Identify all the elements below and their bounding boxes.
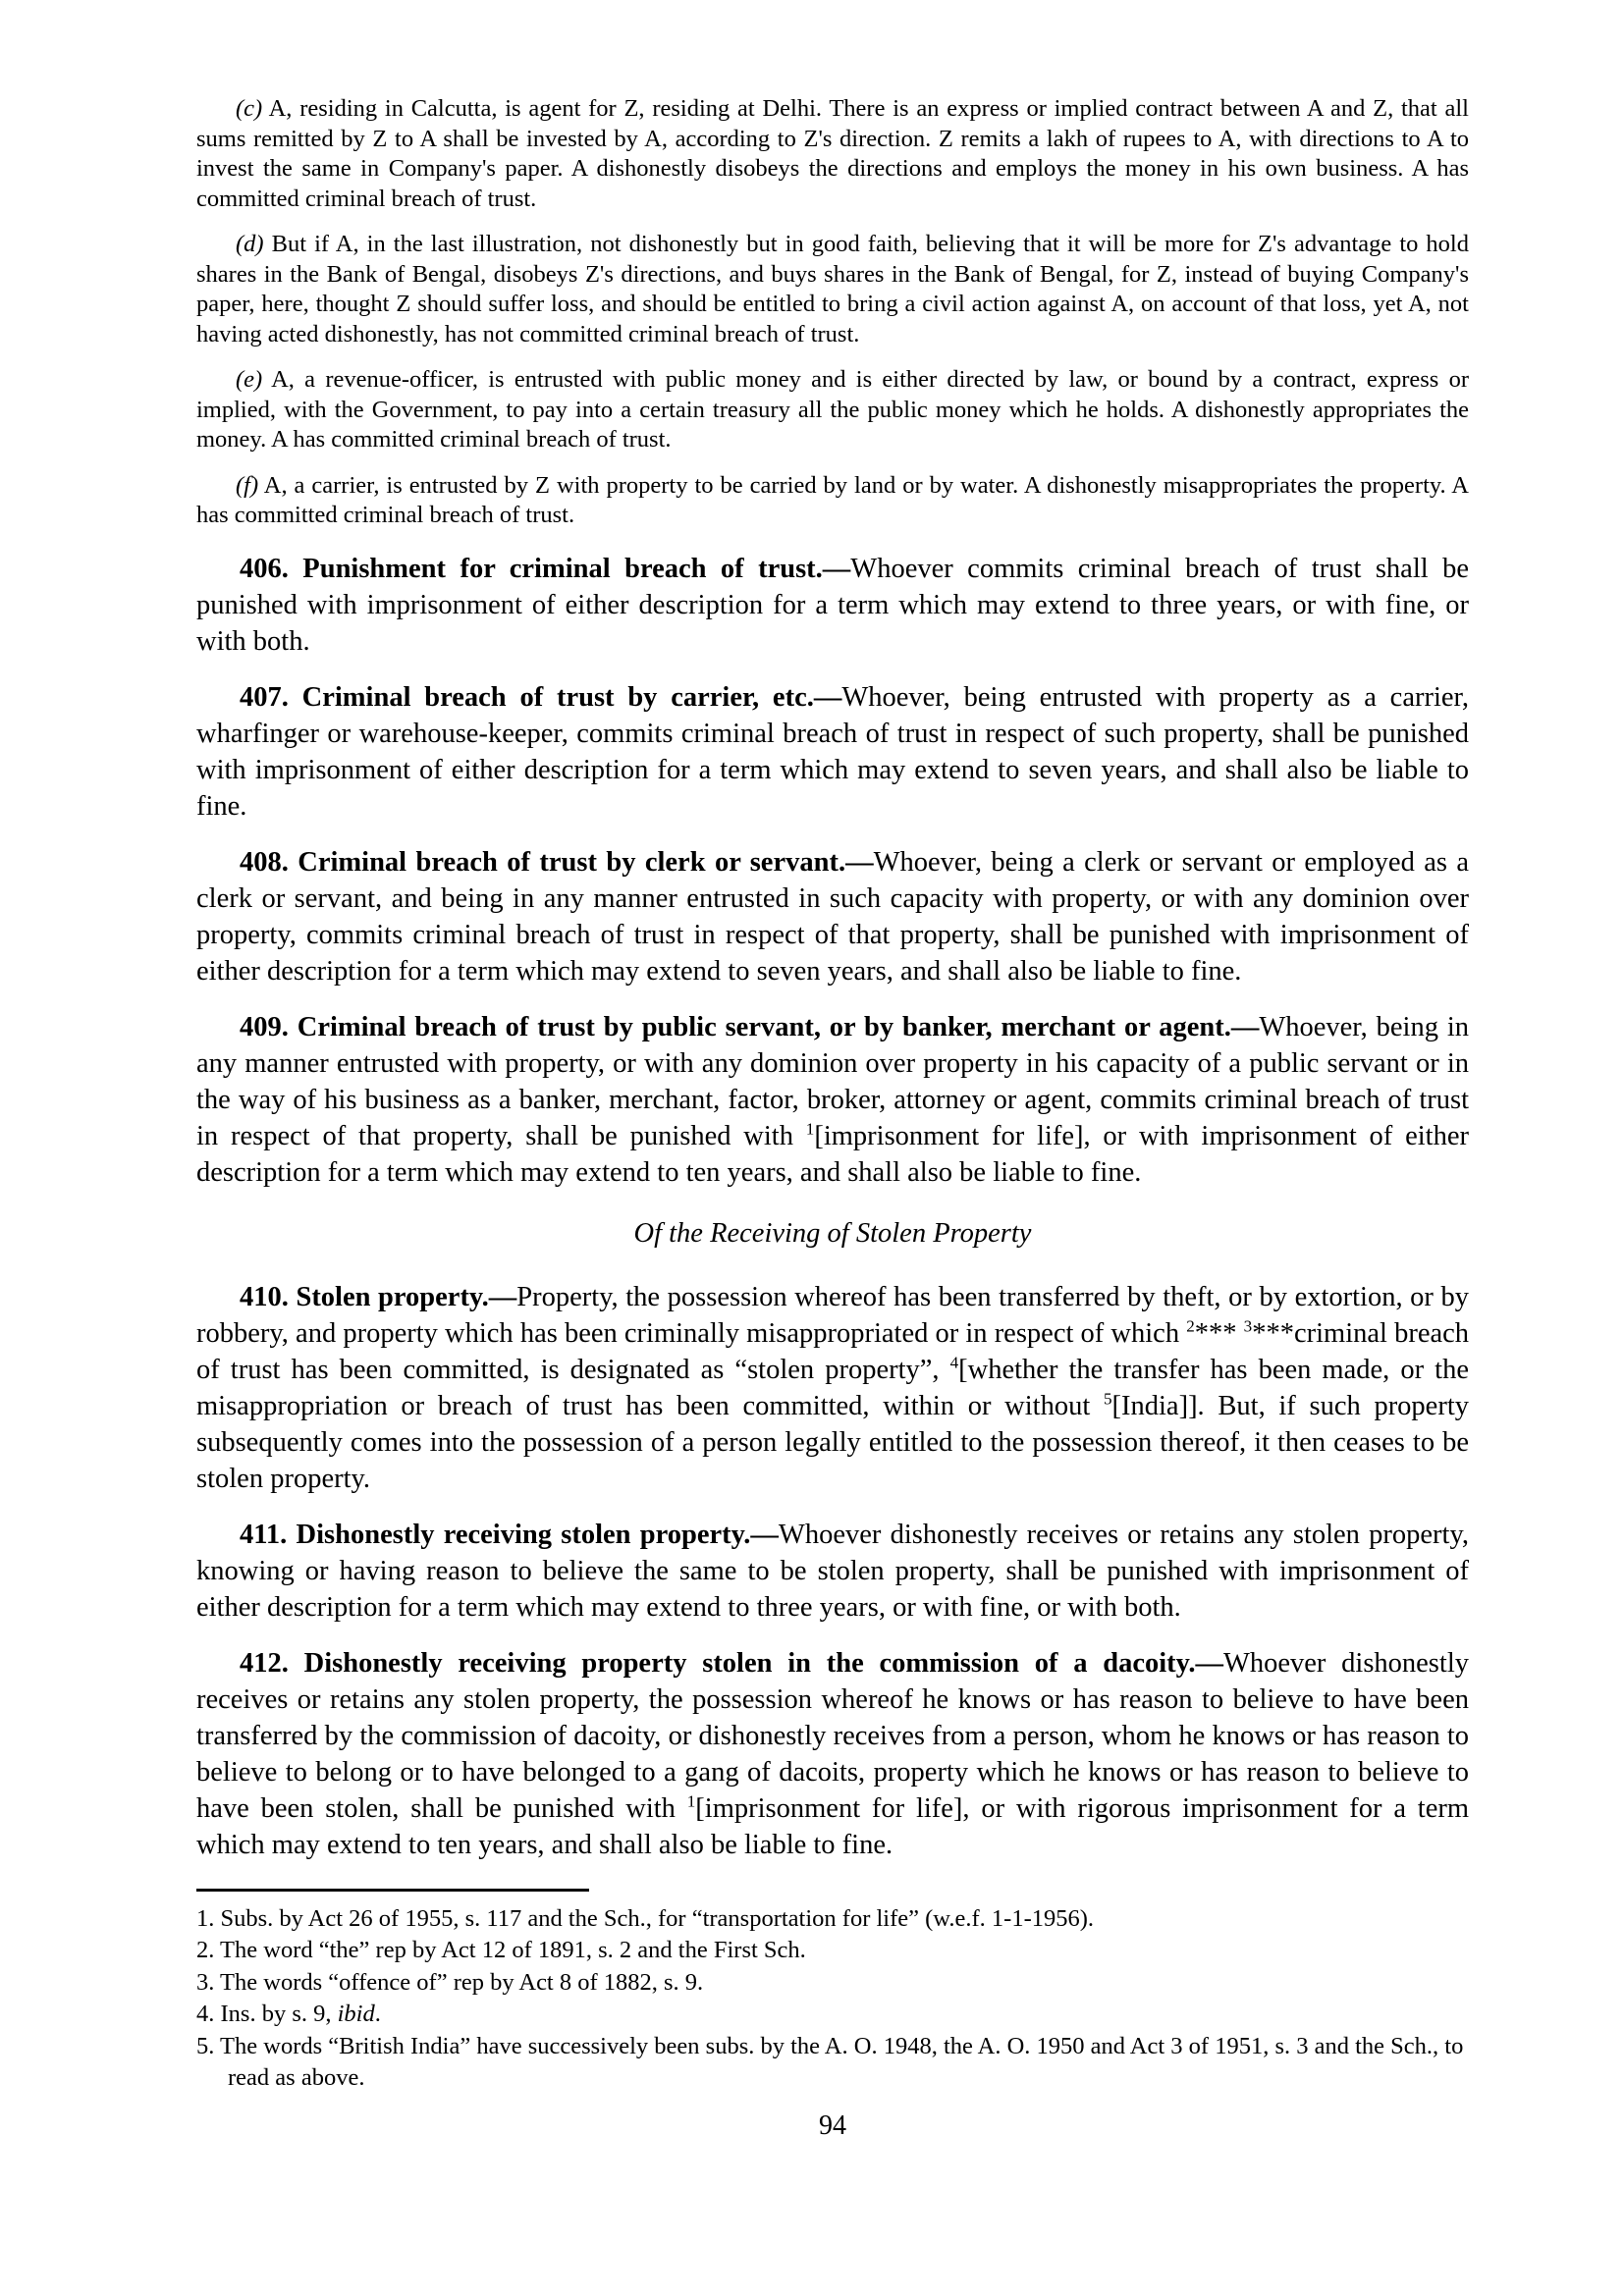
section-412: 412. Dishonestly receiving property stolen in the commission of a dacoity.—Whoever dishonestly receives or retains any stolen property, the possession whereof he knows or has reason to believe to have been transferred by the commission of dacoity, or dishonestly receives from a person, whom he knows or has reason to believe to belong or to have belonged to a gang of dacoits, property which he knows or has reason to believe to have been stolen, shall be punished with $^1$[imprisonment for life], or with rigorous imprisonment for a term which may extend to ten years, and shall also be liable to fine.	[196, 1647, 1470, 1860]
footnote-1: 1. Subs. by Act 26 of 1955, s. 117 and the Sch., for “transportation for life” (w.e.f. 1-1-1956).	[196, 1904, 1095, 1932]
footnote-2: 2. The word “the” rep by Act 12 of 1891, s. 2 and the First Sch.	[196, 1937, 806, 1963]
footnote-separator-rule	[196, 1889, 589, 1892]
section-407: 407. Criminal breach of trust by carrier, etc.—Whoever, being entrusted with property as a carrier, wharfinger or warehouse-keeper, commits criminal breach of trust in respect of such property, shall be punished with imprisonment of either description for a term which may extend to seven years, and shall also be liable to fine.	[196, 681, 1470, 822]
footnote-3: 3. The words “offence of” rep by Act 8 of 1882, s. 9.	[196, 1968, 704, 1996]
illustration-e: (e) A, a revenue-officer, is entrusted with public money and is either directed by law, or bound by a contract, express or implied, with the Government, to pay into a certain treasury all the public money which he holds. A dishonestly appropriates the money. A has committed criminal breach of trust.	[196, 366, 1469, 453]
page-number: 94	[819, 2109, 846, 2141]
section-406: 406. Punishment for criminal breach of trust.—Whoever commits criminal breach of trust shall be punished with imprisonment of either description for a term which may extend to three years, or with fine, or with both.	[196, 553, 1469, 657]
illustration-f: (f) A, a carrier, is entrusted by Z with property to be carried by land or by water. A dishonestly misappropriates the property. A has committed criminal breach of trust.	[196, 471, 1469, 528]
section-410: 410. Stolen property.—Property, the possession whereof has been transferred by theft, or by extortion, or by robbery, and property which has been criminally misappropriated or in respect of which $^2$*** $^3$***criminal breach of trust has been committed, is designated as “stolen property”, $^4$[whether the transfer has been made, or the misappropriation or breach of trust has been committed, within or without $^5$[India]]. But, if such property subsequently comes into the possession of a person legally entitled to the possession thereof, it then ceases to be stolen property.	[196, 1281, 1470, 1494]
illustration-c: (c) A, residing in Calcutta, is agent for Z, residing at Delhi. There is an express or implied contract between A and Z, that all sums remitted by Z to A shall be invested by A, according to Z's direction. Z remits a lakh of rupees to A, with directions to A to invest the same in Company's paper. A dishonestly disobeys the directions and employs the money in his own business. A has committed criminal breach of trust.	[196, 95, 1469, 212]
section-409: 409. Criminal breach of trust by public servant, or by banker, merchant or agent.—Whoever, being in any manner entrusted with property, or with any dominion over property in his capacity of a public servant or in the way of his business as a banker, merchant, factor, broker, attorney or agent, commits criminal breach of trust in respect of that property, shall be punished with $^1$[imprisonment for life], or with imprisonment of either description for a term which may extend to ten years, and shall also be liable to fine.	[196, 1011, 1469, 1188]
illustration-d: (d) But if A, in the last illustration, not dishonestly but in good faith, believing that it will be more for Z's advantage to hold shares in the Bank of Bengal, disobeys Z's directions, and buys shares in the Bank of Bengal, for Z, instead of buying Company's paper, here, thought Z should suffer loss, and should be entitled to bring a civil action against A, on account of that loss, yet A, not having acted dishonestly, has not committed criminal breach of trust.	[196, 231, 1469, 347]
sub-chapter-heading: Of the Receiving of Stolen Property	[633, 1217, 1032, 1249]
footnote-4: 4. Ins. by s. 9, ibid.	[196, 2001, 381, 2027]
section-408: 408. Criminal breach of trust by clerk or servant.—Whoever, being a clerk or servant or employed as a clerk or servant, and being in any manner entrusted in such capacity with property, or with any dominion over property, commits criminal breach of trust in respect of that property, shall be punished with imprisonment of either description for a term which may extend to seven years, and shall also be liable to fine.	[196, 846, 1469, 987]
section-411: 411. Dishonestly receiving stolen property.—Whoever dishonestly receives or retains any stolen property, knowing or having reason to believe the same to be stolen property, shall be punished with imprisonment of either description for a term which may extend to three years, or with fine, or with both.	[196, 1519, 1469, 1623]
footnote-5: 5. The words “British India” have successively been subs. by the A. O. 1948, the A. O. 1950 and Act 3 of 1951, s. 3 and the Sch., to read as above.	[196, 2032, 1464, 2091]
